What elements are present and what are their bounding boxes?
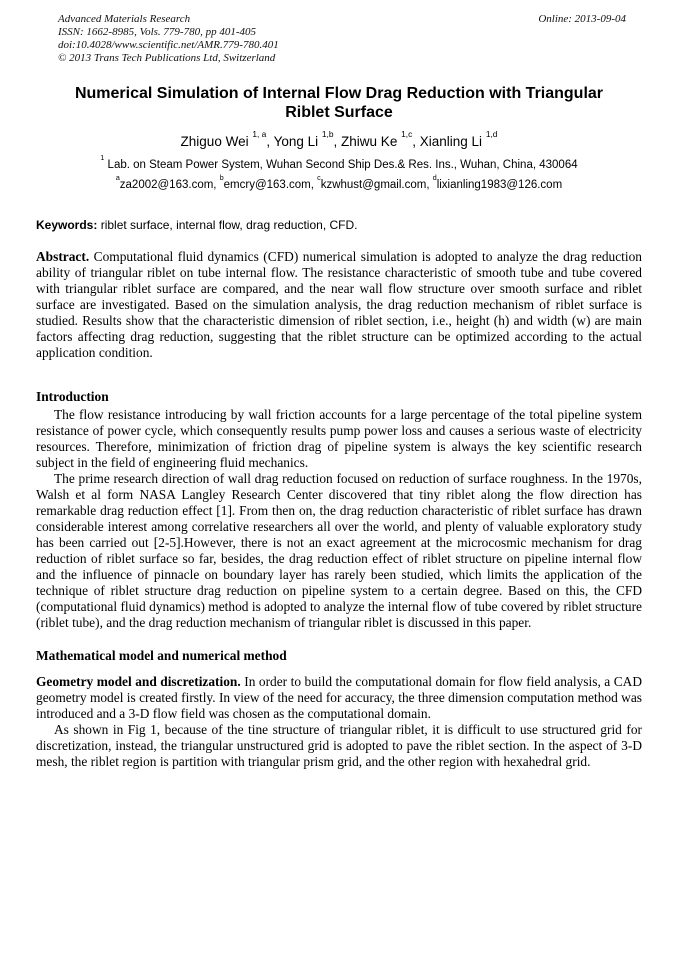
author-affiliation-marker: 1, a: [252, 128, 267, 139]
journal-name: Advanced Materials Research: [58, 13, 191, 25]
author-name: Zhiguo Wei: [180, 134, 249, 149]
email-separator: ,: [310, 179, 318, 191]
author-affiliation-marker: 1,b: [321, 128, 334, 139]
keywords-text: riblet surface, internal flow, drag reduction, CFD.: [100, 218, 358, 232]
keywords-label: Keywords:: [36, 218, 98, 232]
email-marker: a: [115, 173, 120, 182]
email-separator: ,: [426, 179, 433, 191]
section-heading-mathematical-model: Mathematical model and numerical method: [36, 648, 287, 663]
affiliation-line: [36, 153, 642, 171]
email-address: emcry@163.com: [223, 179, 311, 191]
author-name: Yong Li: [273, 134, 319, 149]
publication-info: [58, 13, 279, 65]
abstract-text: Computational fluid dynamics (CFD) numerical simulation is adopted to analyze the drag reduction ability of triangular riblet on tube internal flow. The resistance characteristic of smooth tube and tube covered with triangular riblet surface are compared, and the near wall flow structure over smooth surface and riblet surface are investigated. Based on the simulation analysis, the drag reduction mechanism of riblet surface is studied. Results show that the characteristic dimension of riblet section, i.e., height (h) and width (w) are main factors affecting drag reduction, suggesting that the riblet structure can be optimized according to the actual application condition.: [36, 249, 642, 360]
geometry-subsection-text: In order to build the computational domain for flow field analysis, a CAD geometry model is created firstly. In view of the need for accuracy, the three dimension computation method was introduced and a 3-D flow field was chosen as the computational domain.: [36, 674, 642, 721]
author-affiliation-marker: 1,d: [485, 128, 498, 139]
email-marker: c: [317, 173, 321, 182]
email-marker: b: [219, 173, 224, 182]
email-address: lixianling1983@126.com: [436, 179, 563, 191]
online-date: Online: 2013-09-04: [538, 13, 626, 25]
introduction-paragraph-1: The flow resistance introducing by wall friction accounts for a large percentage of the total pipeline system resistance of power cycle, which consequently results pump power loss and causes a serious waste of electricity resources. Therefore, minimization of friction drag of pipeline system is always the key scientific research subject in the field of engineering fluid mechanics.: [36, 407, 642, 470]
author-name: Zhiwu Ke: [341, 134, 398, 149]
email-separator: ,: [213, 179, 220, 191]
fig1-mesh-paragraph: As shown in Fig 1, because of the tine structure of triangular riblet, it is difficult to use structured grid for discretization, instead, the triangular unstructured grid is adopted to pave the riblet section. In the aspect of 3-D mesh, the riblet region is partition with triangular prism grid, and the other region with hexahedral grid.: [36, 722, 642, 769]
paper-title: Numerical Simulation of Internal Flow Drag Reduction with Triangular Riblet Surface: [74, 85, 604, 121]
page-header: [36, 13, 642, 65]
affiliation-marker: 1: [100, 153, 105, 162]
author-affiliation-marker: 1,c: [401, 128, 413, 139]
abstract-paragraph: [36, 249, 642, 361]
abstract-label: Abstract.: [36, 249, 90, 264]
issn-line: ISSN: 1662-8985, Vols. 779-780, pp 401-405: [58, 26, 256, 38]
emails-line: [36, 173, 642, 191]
author-separator: ,: [333, 134, 342, 149]
geometry-subsection-paragraph: [36, 674, 642, 722]
affiliation-text: Lab. on Steam Power System, Wuhan Second Ship Des.& Res. Ins., Wuhan, China, 430064: [107, 159, 578, 171]
email-marker: d: [432, 173, 437, 182]
geometry-subsection-label: Geometry model and discretization.: [36, 674, 241, 689]
email-address: kzwhust@gmail.com: [320, 179, 427, 191]
email-address: za2002@163.com: [119, 179, 214, 191]
copyright-line: © 2013 Trans Tech Publications Ltd, Switzerland: [58, 52, 276, 64]
introduction-paragraph-2: The prime research direction of wall drag reduction focused on reduction of surface roughness. In the 1970s, Walsh et al form NASA Langley Research Center discovered that tiny riblet along the flow direction has remarkable drag reduction effect [1]. From then on, the drag reduction characteristic of riblet surface has drawn considerable interest among correlative researchers all over the world, and plenty of valuable exploratory study has been carried out [2-5].However, there is not an exact agreement at the microcosmic mechanism for drag reduction of riblet surface so far, besides, the drag reduction effect of riblet structure on pipeline internal flow and the influence of pinnacle on boundary layer has rarely been studied, which limits the application of the technique of riblet structure drag reduction on pipeline system to a certain degree. Based on this, the CFD (computational fluid dynamics) method is adopted to analyze the internal flow of tube covered by riblet structure (riblet tube), and the drag reduction mechanism of triangular riblet is discussed in this paper.: [36, 471, 642, 630]
authors-line: [36, 128, 642, 149]
author-name: Xianling Li: [419, 134, 483, 149]
section-heading-introduction: Introduction: [36, 389, 109, 404]
author-separator: ,: [266, 134, 274, 149]
doi-line: doi:10.4028/www.scientific.net/AMR.779-780.401: [58, 39, 279, 51]
author-separator: ,: [412, 134, 420, 149]
keywords-line: [36, 218, 642, 232]
